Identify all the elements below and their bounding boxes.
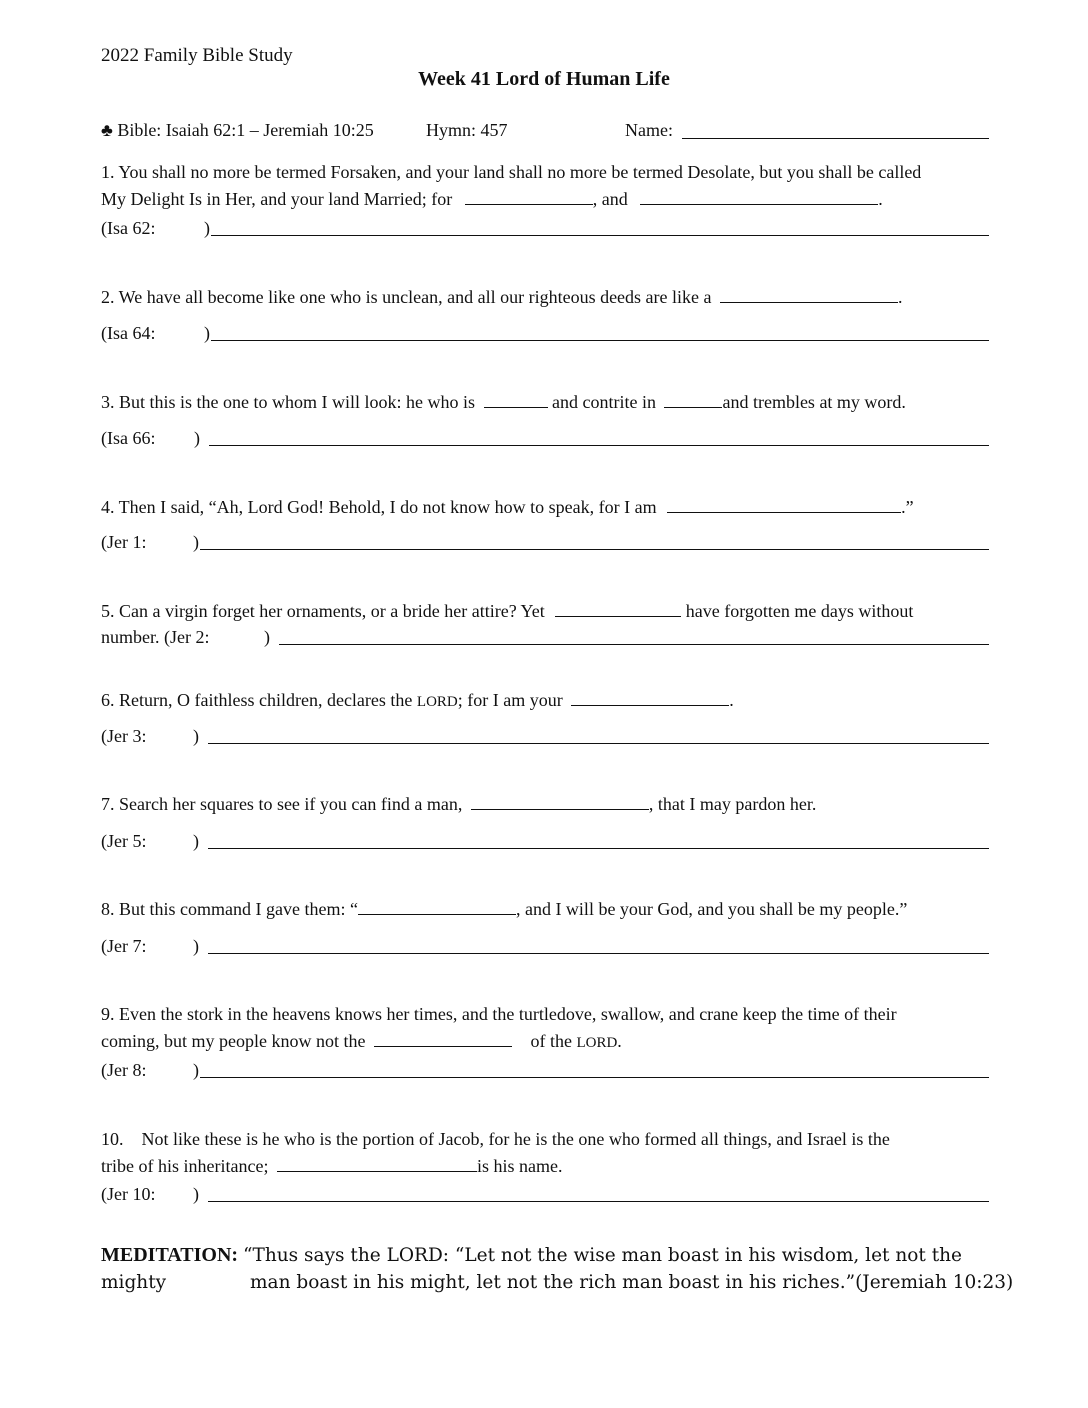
- reference-close: ): [193, 1060, 199, 1080]
- question-3: [101, 389, 989, 416]
- reference-close: ): [193, 1184, 199, 1204]
- answer-blank[interactable]: [465, 190, 593, 205]
- question-10-line-2: tribe of his inheritance;: [101, 1156, 269, 1176]
- question-5: [101, 598, 989, 625]
- reference-close: ): [204, 323, 210, 343]
- question-9-connector: of the: [530, 1031, 577, 1051]
- answer-blank[interactable]: [484, 393, 548, 408]
- reference-label: (Jer 10:: [101, 1184, 156, 1204]
- question-5-continuation: have forgotten me days without: [685, 601, 914, 621]
- question-8-end: , and I will be your God, and you shall be my people.”: [515, 899, 908, 919]
- reference-close: ): [204, 218, 210, 238]
- meditation-label: MEDITATION:: [101, 1244, 239, 1266]
- answer-blank[interactable]: [667, 498, 901, 513]
- question-4-text: 4. Then I said, “Ah, Lord God! Behold, I do not know how to speak, for I am: [101, 497, 657, 517]
- answer-blank[interactable]: [640, 190, 878, 205]
- question-6: [101, 687, 989, 716]
- reference-close: ): [193, 936, 199, 956]
- question-1-end: .: [878, 189, 883, 209]
- question-7-text: 7. Search her squares to see if you can find a man,: [101, 794, 463, 814]
- answer-blank[interactable]: [571, 691, 729, 706]
- reference-label: (Jer 5:: [101, 831, 147, 851]
- reference-label: (Isa 62:: [101, 218, 156, 238]
- answer-blank[interactable]: [555, 602, 681, 617]
- question-4: [101, 494, 989, 521]
- answer-blank[interactable]: [374, 1032, 512, 1047]
- reference-row: [101, 428, 989, 449]
- meditation-block: [101, 1242, 1014, 1296]
- question-3-end: and trembles at my word.: [722, 392, 906, 412]
- question-7-end: , that I may pardon her.: [648, 794, 817, 814]
- reference-row: [101, 726, 989, 747]
- answer-blank[interactable]: [277, 1157, 477, 1172]
- verse-answer-line[interactable]: [211, 235, 989, 236]
- meditation-line-1: “Thus says the LORD: “Let not the wise man boast in his wisdom, let not the mighty: [101, 1245, 963, 1293]
- study-info-line: [101, 120, 989, 141]
- question-5-text: 5. Can a virgin forget her ornaments, or a bride her attire? Yet: [101, 601, 545, 621]
- reference-close: ): [193, 532, 199, 552]
- question-9-end: .: [617, 1031, 622, 1051]
- question-2: [101, 284, 989, 311]
- reference-label: (Isa 64:: [101, 323, 156, 343]
- name-field[interactable]: [682, 138, 989, 139]
- verse-answer-line[interactable]: [208, 848, 989, 849]
- answer-blank[interactable]: [358, 900, 516, 915]
- reference-label: (Jer 8:: [101, 1060, 147, 1080]
- verse-answer-line[interactable]: [200, 549, 989, 550]
- question-10-line-1: 10. Not like these is he who is the portion of Jacob, for he is the one who formed all things, and Israel is the: [101, 1129, 890, 1149]
- question-2-text: 2. We have all become like one who is unclean, and all our righteous deeds are like a: [101, 287, 712, 307]
- lord-small-caps: LORD: [416, 694, 458, 710]
- question-9-line-1: 9. Even the stork in the heavens knows her times, and the turtledove, swallow, and crane keep the time of their: [101, 1004, 897, 1024]
- verse-answer-line[interactable]: [208, 1201, 989, 1202]
- name-label: Name:: [625, 120, 673, 140]
- reference-row: [101, 627, 989, 648]
- question-8-text: 8. But this command I gave them: “: [101, 899, 358, 919]
- reference-label: (Jer 3:: [101, 726, 147, 746]
- reference-close: ): [264, 627, 270, 647]
- verse-answer-line[interactable]: [208, 743, 989, 744]
- reference-row: [101, 323, 989, 344]
- question-3-text: 3. But this is the one to whom I will look: he who is: [101, 392, 475, 412]
- question-4-end: .”: [901, 497, 914, 517]
- question-6-text: 6. Return, O faithless children, declares the: [101, 690, 417, 710]
- question-9-line-2: coming, but my people know not the: [101, 1031, 366, 1051]
- reference-row: [101, 218, 989, 239]
- question-1-line-1: 1. You shall no more be termed Forsaken, and your land shall no more be termed Desolate, but you shall be called: [101, 162, 922, 182]
- question-7: [101, 791, 989, 818]
- question-8: [101, 896, 989, 923]
- question-1: [101, 159, 989, 213]
- question-9: [101, 1001, 989, 1057]
- reference-close: ): [193, 831, 199, 851]
- answer-blank[interactable]: [720, 288, 898, 303]
- reference-label: (Jer 7:: [101, 936, 147, 956]
- question-6-continuation: ; for I am your: [457, 690, 563, 710]
- meditation-line-2: man boast in his might, let not the rich man boast in his riches.”(Jeremiah 10:23): [250, 1272, 1014, 1293]
- hymn-number: Hymn: 457: [426, 120, 508, 140]
- verse-answer-line[interactable]: [200, 1077, 989, 1078]
- page-title: Week 41 Lord of Human Life: [418, 68, 670, 90]
- answer-blank[interactable]: [664, 393, 722, 408]
- reference-label: (Isa 66:: [101, 428, 156, 448]
- verse-answer-line[interactable]: [211, 340, 989, 341]
- verse-answer-line[interactable]: [208, 953, 989, 954]
- reference-label: (Jer 1:: [101, 532, 147, 552]
- reference-close: ): [194, 428, 200, 448]
- question-3-connector: and contrite in: [552, 392, 656, 412]
- verse-answer-line[interactable]: [279, 644, 989, 645]
- question-10-end: is his name.: [476, 1156, 563, 1176]
- question-1-connector: , and: [592, 189, 628, 209]
- reference-row: [101, 936, 989, 957]
- bible-reading: ♣ Bible: Isaiah 62:1 – Jeremiah 10:25: [101, 120, 374, 140]
- verse-answer-line[interactable]: [209, 445, 989, 446]
- reference-label: number. (Jer 2:: [101, 627, 210, 647]
- question-6-end: .: [729, 690, 734, 710]
- lord-small-caps: LORD: [576, 1035, 618, 1051]
- reference-close: ): [193, 726, 199, 746]
- reference-row: [101, 532, 989, 553]
- series-header: 2022 Family Bible Study: [101, 45, 293, 66]
- reference-row: [101, 1060, 989, 1081]
- reference-row: [101, 831, 989, 852]
- answer-blank[interactable]: [471, 795, 649, 810]
- question-1-line-2: My Delight Is in Her, and your land Married; for: [101, 189, 453, 209]
- question-2-end: .: [898, 287, 903, 307]
- reference-row: [101, 1184, 989, 1205]
- question-10: [101, 1126, 989, 1180]
